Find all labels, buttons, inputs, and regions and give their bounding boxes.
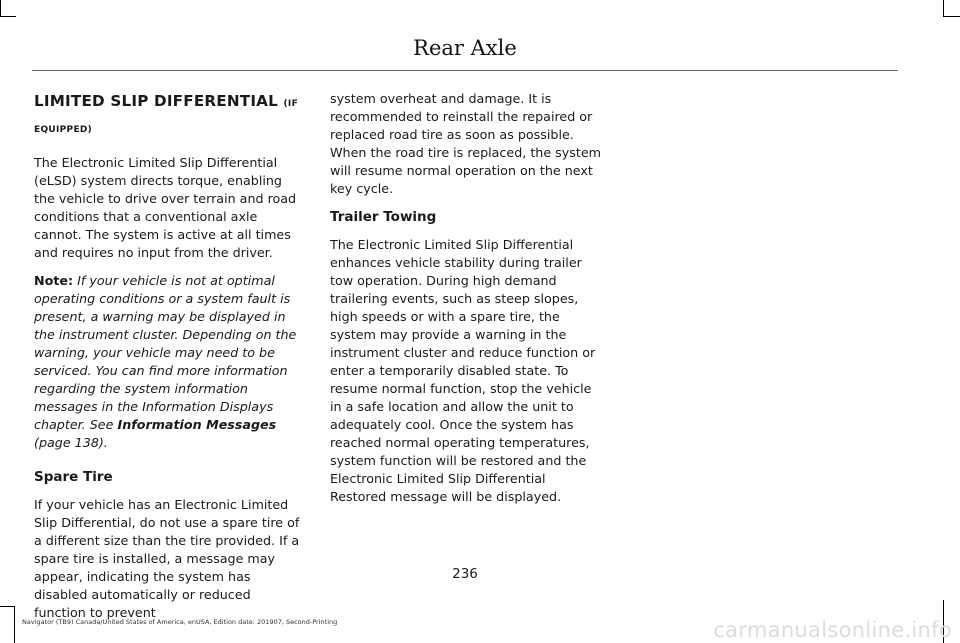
section-title (34, 90, 306, 115)
crop-mark (943, 16, 960, 17)
note-page-reference: (page 138). (34, 435, 108, 450)
right-column (330, 90, 602, 516)
watermark: carmanualsonline.info (713, 618, 952, 642)
footer-edition-text: Navigator (TB9) Canada/United States of America, enUSA, Edition date: 201907, Second-Printing (22, 618, 338, 626)
intro-paragraph: The Electronic Limited Slip Differential (eLSD) system directs torque, enabling the vehicle to drive over terrain and road conditions that a conventional axle cannot. The system is active at all times and requires no input from the driver. (34, 155, 297, 260)
note-body: If your vehicle is not at optimal operating conditions or a system fault is present, a warning may be displayed in the instrument cluster. Depending on the warning, your vehicle may need to be serviced. You can find more information regarding the system information messages in the Information Displays chapter. See (34, 273, 297, 432)
note-paragraph (34, 272, 306, 452)
spare-tire-paragraph-continued: system overheat and damage. It is recommended to reinstall the repaired or replaced road tire as soon as possible. When the road tire is replaced, the system will resume normal operation on the next key cycle. (330, 91, 602, 196)
crop-mark (0, 606, 14, 607)
section-title-text: LIMITED SLIP DIFFERENTIAL (34, 92, 279, 110)
note-label: Note: (34, 273, 74, 288)
crop-mark (943, 0, 944, 16)
crop-mark (0, 16, 16, 17)
crop-mark (0, 0, 1, 16)
header-divider (32, 70, 898, 71)
trailer-towing-paragraph: The Electronic Limited Slip Differential enhances vehicle stability during trailer tow operation. During high demand trailering events, such as steep slopes, high speeds or with a spare tire, the system may provide a warning in the instrument cluster and reduce function or enter a temporarily disabled state. To resume normal function, stop the vehicle in a safe location and allow the unit to adequately cool. Once the system has reached normal operating temperatures, system function will be restored and the Electronic Limited Slip Differential Restored message will be displayed. (330, 237, 596, 504)
section-title-line2: EQUIPPED) (34, 125, 93, 135)
section-title-suffix: (IF (283, 99, 299, 109)
spare-tire-heading: Spare Tire (34, 469, 113, 485)
page-header-title: Rear Axle (413, 36, 517, 60)
page-number: 236 (452, 566, 478, 582)
spare-tire-paragraph: If your vehicle has an Electronic Limited Slip Differential, do not use a spare tire of a different size than the tire provided. If a spare tire is installed, a message may appear, indicating the system has disabled automatically or reduced function to prevent (34, 497, 300, 620)
information-messages-link[interactable]: Information Messages (117, 417, 277, 432)
trailer-towing-heading: Trailer Towing (330, 209, 437, 225)
left-column (34, 90, 306, 632)
crop-mark (14, 606, 15, 643)
